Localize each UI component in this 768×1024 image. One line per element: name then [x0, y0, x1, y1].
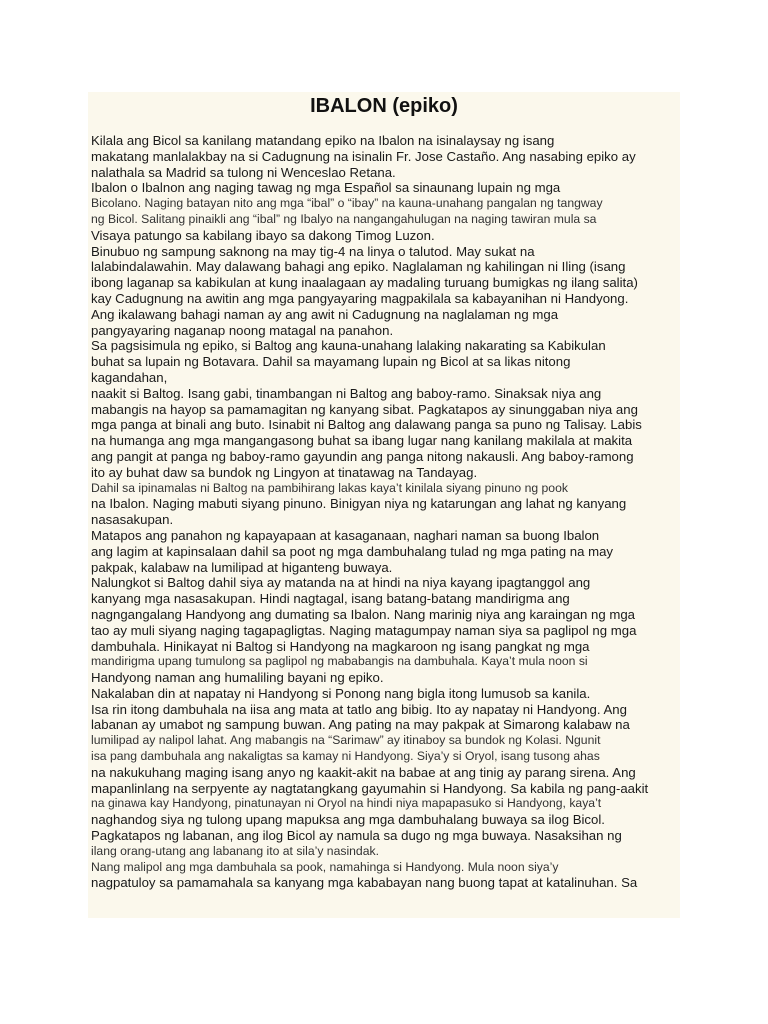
text-line: naakit si Baltog. Isang gabi, tinambangan ni Baltog ang baboy-ramo. Sinaksak niya ang [91, 385, 602, 401]
text-line: Ang ikalawang bahagi naman ay ang awit ni Cadugnung na naglalaman ng mga [91, 306, 559, 322]
text-line: ito ay buhat daw sa bundok ng Lingyon at tinatawag na Tandayag. [91, 464, 478, 480]
text-line: ng Bicol. Salitang pinaikli ang “ibal” ng Ibalyo na nangangahulugan na naging tawiran mula sa [91, 211, 597, 226]
text-line: naghandog siya ng tulong upang mapuksa ang mga dambuhalang buwaya sa ilog Bicol. [91, 812, 605, 828]
text-line: na ginawa kay Handyong, pinatunayan ni Oryol na hindi niya mapapasuko si Handyong, kaya’t [91, 796, 602, 811]
text-line: Visaya patungo sa kabilang ibayo sa dakong Timog Luzon. [91, 227, 435, 243]
text-line: nalathala sa Madrid sa tulong ni Wenceslao Retana. [91, 164, 396, 180]
text-line: lumilipad ay nalipol lahat. Ang mabangis na “Sarimaw” ay itinaboy sa bundok ng Kolasi. Ngunit [91, 733, 601, 748]
text-line: na humanga ang mga mangangasong buhat sa ibang lugar nang kanilang makilala at makita [91, 433, 633, 449]
text-line: lalabindalawahin. May dalawang bahagi ang epiko. Naglalaman ng kahilingan ni Iling (isang [91, 259, 626, 275]
text-line: nagngangalang Handyong ang dumating sa Ibalon. Nang marinig niya ang karaingan ng mga [91, 606, 636, 622]
text-line: na nakukuhang maging isang anyo ng kaakit-akit na babae at ang tinig ay parang sirena. Ang [91, 764, 636, 780]
text-line: Binubuo ng sampung saknong na may tig-4 na linya o talutod. May sukat na [91, 243, 535, 259]
document-body [91, 133, 680, 891]
text-line: labanan ay umabot ng sampung buwan. Ang pating na may pakpak at Simarong kalabaw na [91, 717, 630, 733]
text-line: mabangis na hayop sa pamamagitan ng kanyang sibat. Pagkatapos ay sinunggaban niya ang [91, 401, 638, 417]
text-line: Nalungkot si Baltog dahil siya ay matanda na at hindi na niya kayang ipagtanggol ang [91, 575, 591, 591]
text-line: mga panga at binali ang buto. Isinabit ni Baltog ang dalawang panga sa puno ng Talisay. Labis [91, 417, 642, 433]
text-line: mapanlinlang na serpyente ay nagtatangkang gayumahin si Handyong. Sa kabila ng pang-aakit [91, 780, 649, 796]
text-line: ibong laganap sa kabikulan at kung inaalagaan ay madaling turuang bumigkas ng ilang salita) [91, 275, 638, 291]
text-line: nasasakupan. [91, 512, 174, 528]
text-line: isa pang dambuhala ang nakaligtas sa kamay ni Handyong. Siya’y si Oryol, isang tusong ahas [91, 749, 600, 764]
text-line: Nang malipol ang mga dambuhala sa pook, namahinga si Handyong. Mula noon siya’y [91, 859, 559, 874]
text-line: ang pangit at panga ng baboy-ramo gayundin ang panga nitong nakausli. Ang baboy-ramong [91, 448, 634, 464]
text-line: Pagkatapos ng labanan, ang ilog Bicol ay namula sa dugo ng mga buwaya. Nasaksihan ng [91, 828, 622, 844]
text-line: pangyayaring naganap noong matagal na panahon. [91, 322, 394, 338]
text-line: tao ay muli siyang naging tagapagligtas. Naging matagumpay naman siya sa paglipol ng mga [91, 622, 637, 638]
text-line: kagandahan, [91, 369, 168, 385]
text-line: kanyang mga nasasakupan. Hindi nagtagal, isang batang-batang mandirigma ang [91, 591, 570, 607]
text-line: Nakalaban din at napatay ni Handyong si Ponong nang bigla itong lumusob sa kanila. [91, 685, 591, 701]
text-line: na Ibalon. Naging mabuti siyang pinuno. Binigyan niya ng katarungan ang lahat ng kanyang [91, 496, 627, 512]
text-line: ilang orang-utang ang labanang ito at sila’y nasindak. [91, 843, 379, 858]
document-title: IBALON (epiko) [310, 95, 458, 117]
text-line: mandirigma upang tumulong sa paglipol ng mababangis na dambuhala. Kaya’t mula noon si [91, 654, 588, 669]
text-line: dambuhala. Hinikayat ni Baltog si Handyong na magkaroon ng isang pangkat ng mga [91, 638, 590, 654]
text-line: ang lagim at kapinsalaan dahil sa poot ng mga dambuhalang tulad ng mga pating na may [91, 543, 613, 559]
text-line: Bicolano. Naging batayan nito ang mga “ibal” o “ibay” na kauna-unahang pangalan ng tangway [91, 196, 603, 211]
text-line: buhat sa lupain ng Botavara. Dahil sa mayamang lupain ng Bicol at sa likas nitong [91, 354, 571, 370]
text-line: Matapos ang panahon ng kapayapaan at kasaganaan, naghari naman sa buong Ibalon [91, 527, 600, 543]
document-page [88, 92, 680, 918]
text-line: Handyong naman ang humaliling bayani ng epiko. [91, 670, 384, 686]
text-line: Dahil sa ipinamalas ni Baltog na pambihirang lakas kaya’t kinilala siyang pinuno ng pook [91, 480, 568, 495]
text-line: pakpak, kalabaw na lumilipad at higanteng buwaya. [91, 559, 393, 575]
text-line: makatang manlalakbay na si Cadugnung na isinalin Fr. Jose Castaño. Ang nasabing epiko ay [91, 148, 636, 164]
text-line: kay Cadugnung na awitin ang mga pangyayaring magpakilala sa kabayanihan ni Handyong. [91, 290, 629, 306]
text-line: Sa pagsisimula ng epiko, si Baltog ang kauna-unahang lalaking nakarating sa Kabikulan [91, 338, 606, 354]
text-line: nagpatuloy sa pamamahala sa kanyang mga kababayan nang buong tapat at katalinuhan. Sa [91, 875, 638, 891]
text-line: Isa rin itong dambuhala na iisa ang mata at tatlo ang bibig. Ito ay napatay ni Handyong. Ang [91, 701, 627, 717]
text-line: Ibalon o Ibalnon ang naging tawag ng mga Español sa sinaunang lupain ng mga [91, 180, 561, 196]
text-line: Kilala ang Bicol sa kanilang matandang epiko na Ibalon na isinalaysay ng isang [91, 133, 555, 148]
